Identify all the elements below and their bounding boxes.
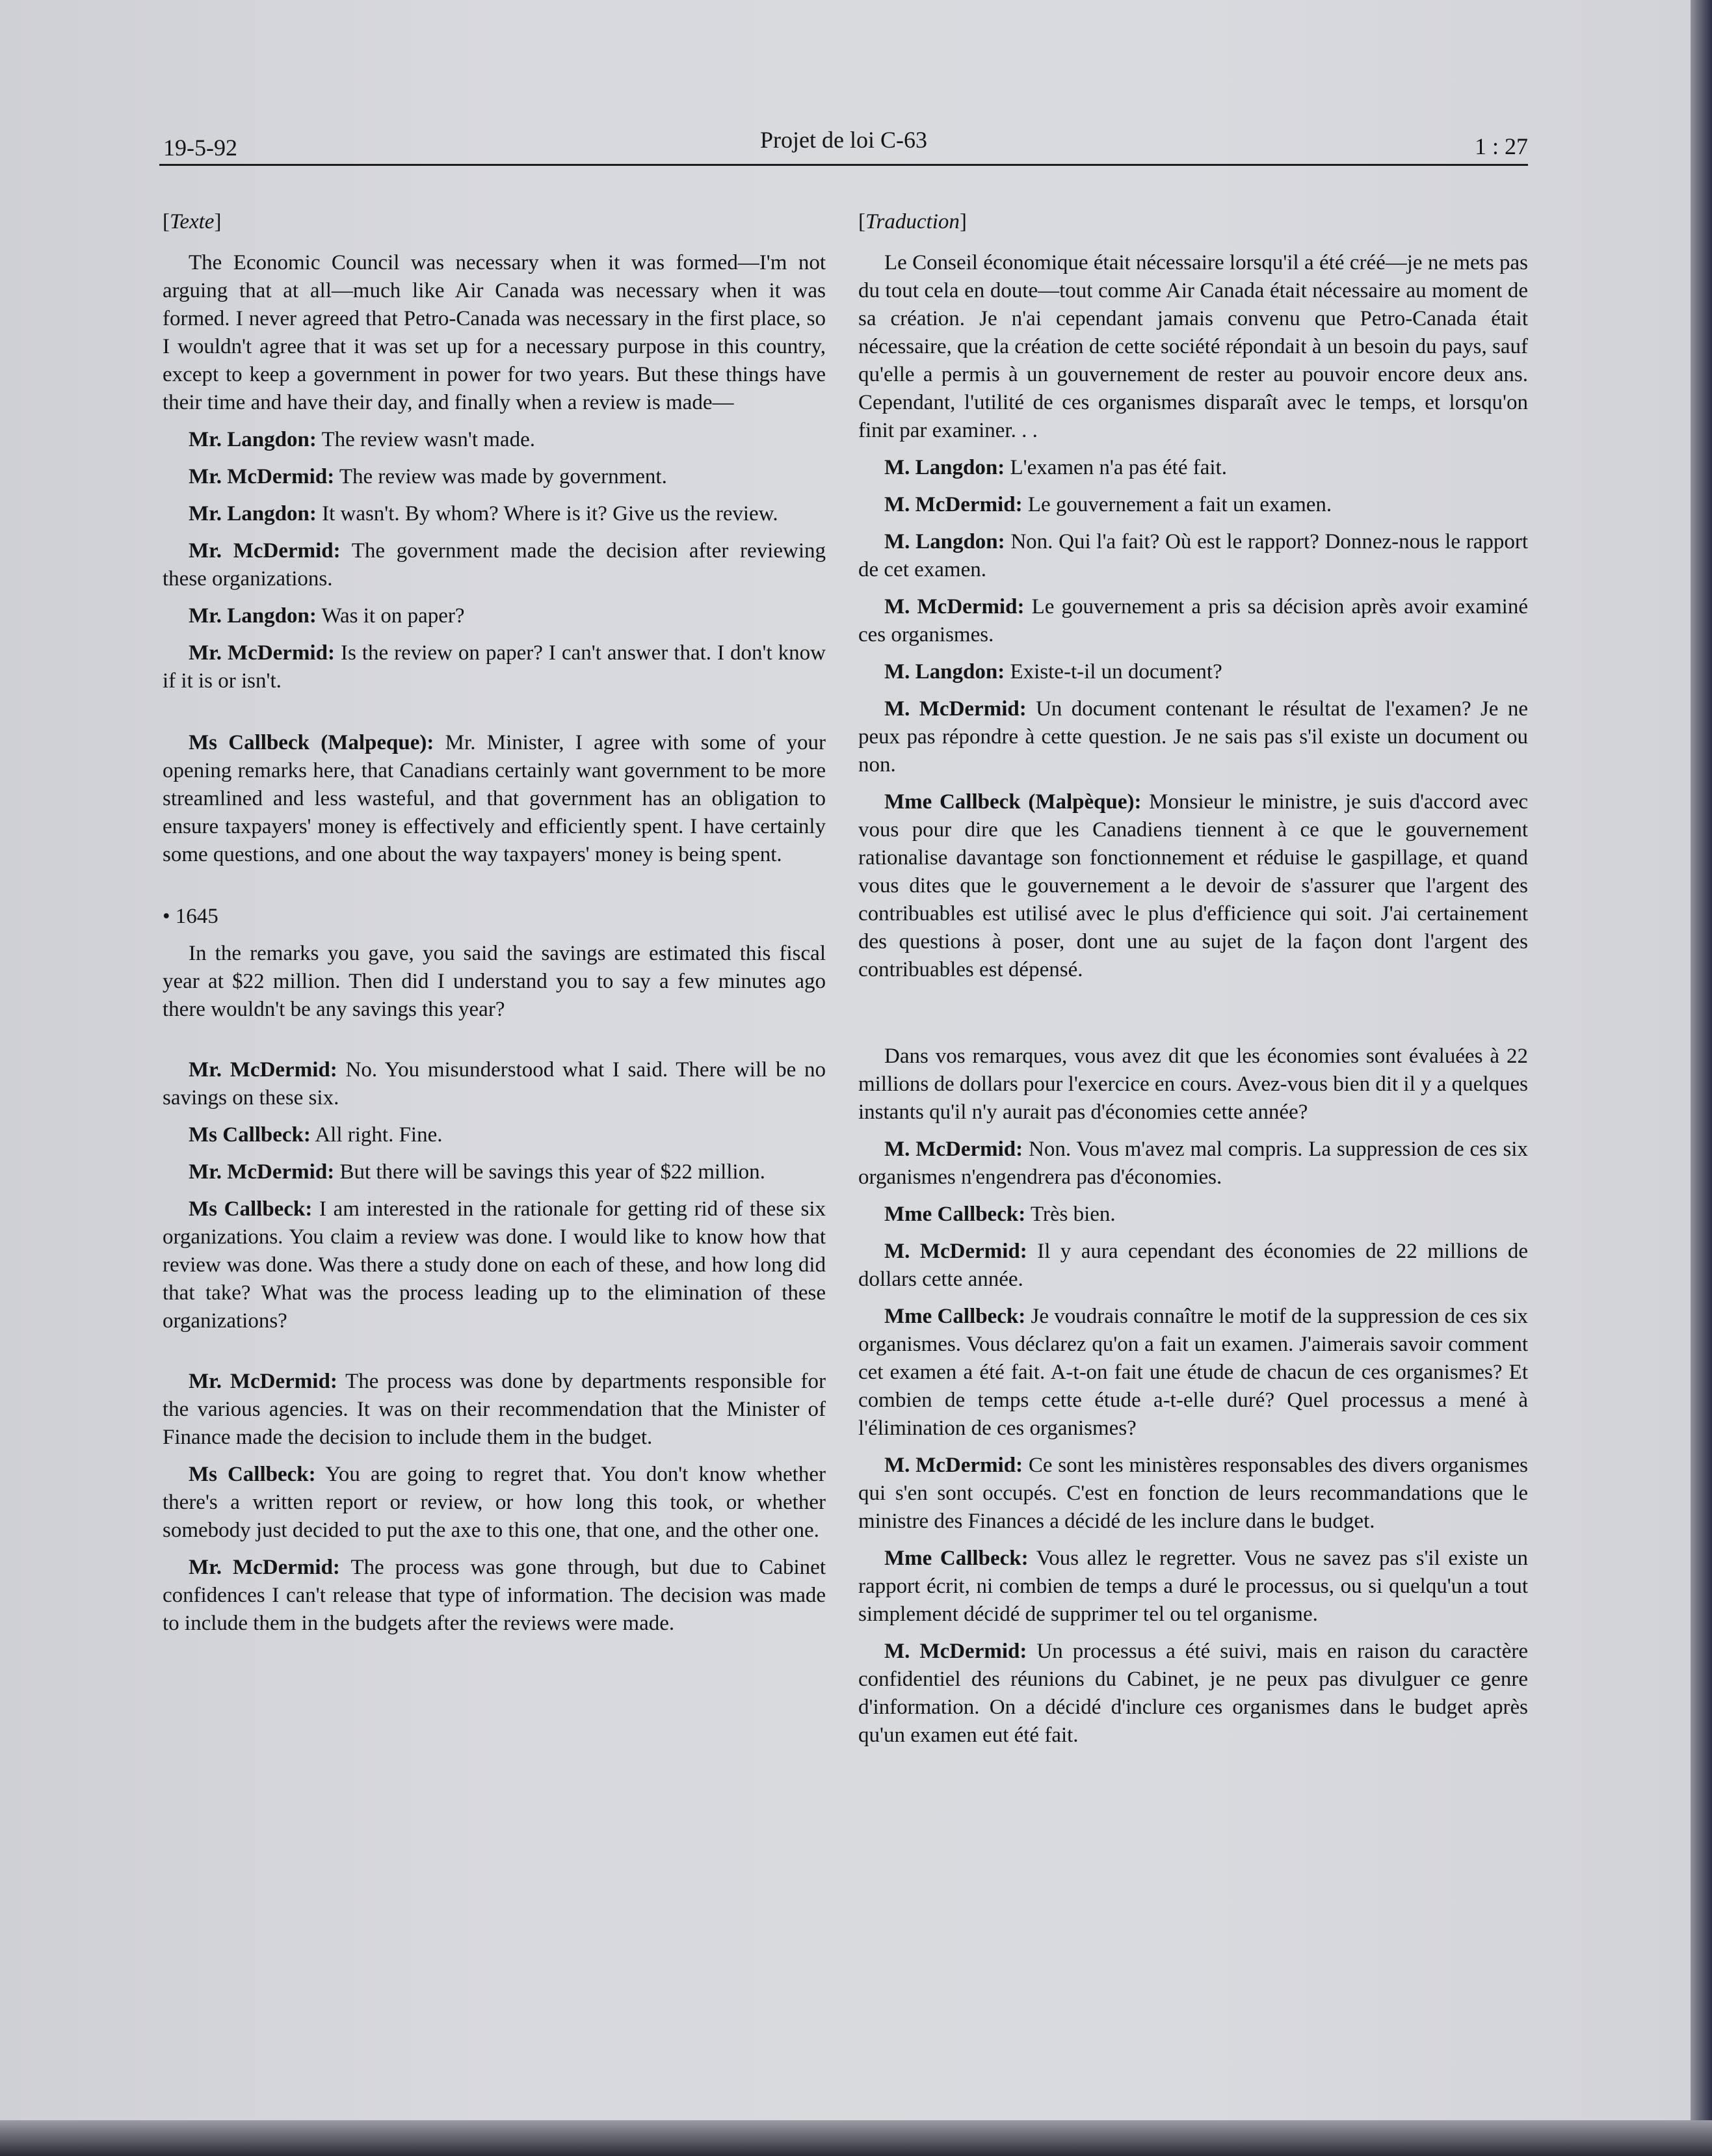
exchange: [858, 593, 1528, 649]
speech: Non. Qui l'a fait? Où est le rapport? Donnez-nous le rapport de cet examen.: [858, 530, 1528, 581]
speech: No. You misunderstood what I said. There will be no savings on these six.: [163, 1058, 826, 1110]
exchange: [163, 1554, 826, 1638]
exchange: [163, 1056, 826, 1112]
exchange: [163, 1368, 826, 1452]
time-marker: • 1645: [163, 905, 218, 928]
exchange: [163, 602, 826, 630]
speech: I am interested in the rationale for getting rid of these six organizations. You claim a review was done. I would like to know how that review was done. Was there a study done on each of these, and how long did that take? What was the process leading up to the elimination of these organizations?: [163, 1197, 826, 1333]
speaker: Mr. McDermid:: [189, 1058, 337, 1082]
exchange: [163, 426, 826, 454]
exchange: [858, 454, 1528, 482]
exchange: [163, 729, 826, 869]
speaker: Mr. McDermid:: [189, 1160, 335, 1184]
speech: The government made the decision after reviewing these organizations.: [163, 539, 826, 591]
english-column: [163, 208, 826, 1647]
speech: Il y aura cependant des économies de 22 millions de dollars cette année.: [858, 1240, 1528, 1291]
paragraph: In the remarks you gave, you said the savings are estimated this fiscal year at $22 million. Then did I understand you to say a few minutes ago there wouldn't be any savings this year?: [163, 942, 826, 1021]
speaker: Mr. McDermid:: [189, 1556, 340, 1579]
speech: It wasn't. By whom? Where is it? Give us the review.: [316, 502, 778, 526]
speaker: Ms Callbeck:: [189, 1123, 311, 1147]
section-tag: [Traduction]: [858, 210, 967, 233]
paragraph: Dans vos remarques, vous avez dit que les économies sont évaluées à 22 millions de dollars pour l'exercice en cours. Avez-vous bien dit il y a quelques instants qu'il n'y aurait pas d'économies cette année?: [858, 1045, 1528, 1124]
exchange: [163, 1158, 826, 1186]
speech: Vous allez le regretter. Vous ne savez pas s'il existe un rapport écrit, ni combien de temps a duré le processus, ou si quelqu'un a tout simplement décidé de supprimer tel ou tel organisme.: [858, 1547, 1528, 1626]
speaker: Mr. Langdon:: [189, 502, 317, 526]
speech: L'examen n'a pas été fait.: [1005, 456, 1227, 479]
header-page-number: 1 : 27: [1474, 133, 1528, 159]
speech: Is the review on paper? I can't answer that. I don't know if it is or isn't.: [163, 641, 826, 693]
book-edge-bottom: [0, 2120, 1712, 2156]
speaker: Mr. McDermid:: [189, 465, 335, 488]
speaker: Mr. Langdon:: [189, 428, 317, 451]
section-tag-label: Traduction: [865, 210, 960, 233]
speech: Mr. Minister, I agree with some of your opening remarks here, that Canadians certainly want government to be more streamlined and less wasteful, and that government has an obligation to ensure taxpayers' money is effectively and efficiently spent. I have certainly some questions, and one about the way taxpayers' money is being spent.: [163, 731, 826, 866]
speech: Très bien.: [1025, 1203, 1116, 1226]
speaker: Mme Callbeck:: [884, 1203, 1026, 1226]
page-header: [159, 125, 1528, 166]
speaker: M. McDermid:: [884, 493, 1023, 516]
speech: The process was gone through, but due to Cabinet confidences I can't release that type of information. The decision was made to include them in the budgets after the reviews were made.: [163, 1556, 826, 1635]
speech: Le gouvernement a fait un examen.: [1022, 493, 1332, 516]
exchange: [163, 639, 826, 695]
exchange: [858, 658, 1528, 686]
header-date: 19-5-92: [163, 135, 237, 161]
exchange: [858, 1452, 1528, 1536]
speech: Monsieur le ministre, je suis d'accord avec vous pour dire que les Canadiens tiennent à ce que le gouvernement rationalise davantage son fonctionnement et réduise le gaspillage, et quand vous dites que le gouvernement a le devoir de s'assurer que l'argent des contribuables est utilisé avec le plus d'efficience qui soit. J'ai certainement des questions à poser, dont une au sujet de la façon dont l'argent des contribuables est dépensé.: [858, 790, 1528, 981]
section-tag-label: Texte: [170, 210, 215, 233]
speaker: M. McDermid:: [884, 1240, 1027, 1263]
speech: All right. Fine.: [310, 1123, 443, 1147]
exchange: [163, 537, 826, 593]
book-edge-right: [1691, 0, 1712, 2156]
exchange: [858, 1303, 1528, 1443]
exchange: [163, 500, 826, 528]
speaker: Mme Callbeck (Malpèque):: [884, 790, 1142, 814]
exchange: [163, 1195, 826, 1335]
speaker: Mr. McDermid:: [189, 641, 335, 665]
speaker: Ms Callbeck:: [189, 1463, 316, 1486]
speaker: M. McDermid:: [884, 1138, 1023, 1161]
speech: Ce sont les ministères responsables des divers organismes qui s'en sont occupés. C'est en fonction de leurs recommandations que le ministre des Finances a décidé de les inclure dans le budget.: [858, 1454, 1528, 1533]
exchange: [858, 1136, 1528, 1191]
section-tag: [Texte]: [163, 210, 222, 233]
speaker: M. McDermid:: [884, 697, 1027, 721]
exchange: [858, 491, 1528, 519]
speech: Je voudrais connaître le motif de la suppression de ces six organismes. Vous déclarez qu'on a fait un examen. J'aimerais savoir comment cet examen a été fait. A-t-on fait une étude de chacun de ces organismes? Et combien de temps cette étude a-t-elle duré? Quel processus a mené à l'élimination de ces organismes?: [858, 1305, 1528, 1440]
paragraph: Le Conseil économique était nécessaire lorsqu'il a été créé—je ne mets pas du tout cela en doute—tout comme Air Canada était nécessaire au moment de sa création. Je n'ai cependant jamais convenu que Petro-Canada était nécessaire, que la création de cette société répondait à un besoin du pays, sauf qu'elle a permis à un gouvernement de rester au pouvoir encore deux ans. Cependant, l'utilité de ces organismes disparaît avec le temps, et lorsqu'on finit par examiner. . .: [858, 251, 1528, 442]
paragraph: The Economic Council was necessary when it was formed—I'm not arguing that at all—much like Air Canada was necessary when it was formed. I never agreed that Petro-Canada was necessary in the first place, so I wouldn't agree that it was set up for a necessary purpose in this country, except to keep a government in power for two years. But these things have their time and have their day, and finally when a review is made—: [163, 251, 826, 414]
speech: The review was made by government.: [334, 465, 667, 488]
speaker: Mr. Langdon:: [189, 604, 317, 628]
exchange: [858, 528, 1528, 584]
exchange: [858, 1545, 1528, 1629]
speech: Un processus a été suivi, mais en raison du caractère confidentiel des réunions du Cabinet, je ne peux pas divulguer ce genre d'information. On a décidé d'inclure ces organismes dans le budget après qu'un examen eut été fait.: [858, 1640, 1528, 1747]
speech: But there will be savings this year of $22 million.: [334, 1160, 765, 1184]
speaker: Mme Callbeck:: [884, 1305, 1026, 1328]
speaker: Ms Callbeck:: [189, 1197, 313, 1221]
exchange: [858, 695, 1528, 779]
exchange: [163, 463, 826, 491]
exchange: [858, 1238, 1528, 1294]
exchange: [163, 1461, 826, 1545]
speech: You are going to regret that. You don't know whether there's a written report or review, or how long this took, or whether somebody just decided to put the axe to this one, that one, and the other one.: [163, 1463, 826, 1542]
exchange: [858, 1201, 1528, 1229]
speaker: Ms Callbeck (Malpeque):: [189, 731, 434, 754]
speech: Existe-t-il un document?: [1005, 660, 1222, 684]
speaker: Mr. McDermid:: [189, 539, 341, 563]
speech: Le gouvernement a pris sa décision après avoir examiné ces organismes.: [858, 595, 1528, 646]
speaker: M. McDermid:: [884, 1640, 1027, 1663]
speaker: M. McDermid:: [884, 595, 1025, 619]
exchange: [858, 788, 1528, 984]
speaker: M. Langdon:: [884, 456, 1005, 479]
speaker: M. McDermid:: [884, 1454, 1023, 1477]
speaker: M. Langdon:: [884, 660, 1005, 684]
speaker: Mr. McDermid:: [189, 1370, 337, 1393]
exchange: [163, 1121, 826, 1149]
speech: Non. Vous m'avez mal compris. La suppression de ces six organismes n'engendrera pas d'économies.: [858, 1138, 1528, 1189]
exchange: [858, 1638, 1528, 1750]
speech: The review wasn't made.: [316, 428, 535, 451]
speech: The process was done by departments responsible for the various agencies. It was on their recommendation that the Minister of Finance made the decision to include them in the budget.: [163, 1370, 826, 1449]
speaker: Mme Callbeck:: [884, 1547, 1029, 1570]
french-column: [858, 208, 1528, 1759]
header-title: Projet de loi C-63: [760, 127, 927, 153]
speaker: M. Langdon:: [884, 530, 1005, 553]
speech: Was it on paper?: [316, 604, 465, 628]
speech: Un document contenant le résultat de l'examen? Je ne peux pas répondre à cette question. Je ne sais pas s'il existe un document ou non.: [858, 697, 1528, 777]
